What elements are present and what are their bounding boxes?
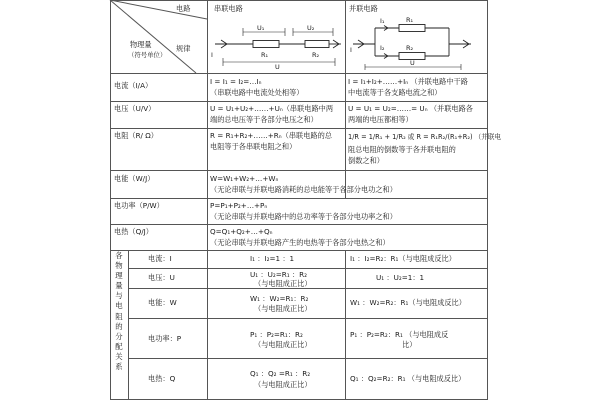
parallel-current-label: I: [350, 46, 352, 54]
series-current-label: I: [211, 51, 213, 59]
row-label-power: 电功率（P/W）: [114, 201, 164, 210]
power-law: P=P₁+P₂+…+Pₙ: [210, 201, 268, 210]
series-voltage-law: U = U₁+U₂+……+Uₙ（串联电路中两: [210, 104, 334, 113]
relation-label-energy: 电能：W: [148, 298, 177, 307]
energy-law: W=W₁+W₂+…+Wₙ: [210, 174, 279, 183]
relation-label-power: 电功率：P: [148, 334, 182, 343]
power-note: （无论串联与并联电路中的总功率等于各部分电功率之和）: [210, 212, 397, 221]
parallel-r1-label: R₁: [406, 16, 414, 24]
series-r1-label: R₁: [261, 51, 269, 59]
relation-series-energy: W₁ ：W₂=R₁：R₂: [250, 294, 309, 303]
row-divider: [110, 250, 488, 251]
column-divider: [128, 250, 129, 400]
row-divider: [110, 170, 488, 171]
column-divider: [207, 198, 208, 250]
relation-series-voltage: U₁ ：U₂=R₁ ：R₂: [250, 270, 308, 279]
series-r2-label: R₂: [312, 51, 320, 59]
relation-label-current: 电流：I: [148, 254, 172, 263]
parallel-i2-label: I₂: [380, 44, 385, 52]
series-column-title: 串联电路: [214, 4, 243, 13]
relation-label-heat: 电热：Q: [148, 374, 176, 383]
parallel-voltage-note: 两端的电压都相等）: [348, 115, 413, 124]
column-divider: [207, 250, 208, 400]
row-divider: [110, 198, 488, 199]
series-u1-label: U₁: [257, 24, 265, 32]
row-label-energy: 电能（W/J）: [114, 174, 155, 183]
circuit-law-table: [110, 0, 502, 400]
relation-parallel-power: P₁ ：P₂=R₂：R₁ （与电阻成反: [350, 330, 449, 339]
parallel-circuit-diagram: [347, 14, 487, 72]
parallel-i1-label: I₁: [380, 17, 385, 25]
relation-parallel-voltage: U₁ ：U₂=1：1: [376, 273, 425, 282]
row-divider: [128, 318, 488, 319]
relation-label-voltage: 电压：U: [148, 273, 175, 282]
relation-parallel-energy: W₁ ：W₂=R₂：R₁（与电阻成反比）: [350, 298, 466, 307]
row-label-resistance: 电阻（R/ Ω）: [114, 131, 158, 140]
energy-note: （无论串联与并联电路消耗的总电能等于各部分电功之和）: [210, 185, 397, 194]
header-quantity-label: 物理量: [130, 40, 152, 49]
row-label-current: 电流（I/A）: [114, 81, 153, 90]
row-divider: [128, 358, 488, 359]
parallel-voltage-label: U: [410, 59, 415, 67]
relation-parallel-power-cont: 比）: [402, 340, 417, 349]
parallel-column-title: 并联电路: [349, 4, 378, 13]
row-divider: [110, 224, 488, 225]
row-label-heat: 电热（Q/J）: [114, 227, 153, 236]
row-divider: [128, 288, 488, 289]
relation-series-voltage-note: （与电阻成正比）: [254, 279, 312, 288]
row-divider: [110, 101, 488, 102]
relation-side-label: 各物理量与电阻的分配关系: [115, 251, 123, 372]
series-u2-label: U₂: [307, 24, 315, 32]
row-divider: [128, 268, 488, 269]
header-law-label: 规律: [176, 44, 191, 53]
relation-series-heat: Q₁ ：Q₂ =R₁ ：R₂: [250, 369, 311, 378]
relation-series-heat-note: （与电阻成正比）: [254, 380, 312, 389]
series-circuit-diagram: [209, 14, 343, 72]
row-label-voltage: 电压（U/V）: [114, 104, 156, 113]
series-current-note: （串联电路中电流处处相等）: [210, 88, 304, 97]
parallel-resistance-formula: 1/R = 1/R₁ + 1/R₂ 或 R = R₁R₂/(R₁+R₂) （并联电: [348, 133, 502, 141]
heat-law: Q=Q₁+Q₂+…+Qₙ: [210, 227, 273, 236]
column-divider: [345, 0, 346, 198]
relation-series-power-note: （与电阻成正比）: [254, 340, 312, 349]
series-resistance-note: 电阻等于各串联电阻之和）: [210, 142, 297, 151]
relation-series-power: P₁ ：P₂=R₁：R₂: [250, 330, 303, 339]
series-current-law: I = I₁ = I₂=…Iₙ: [210, 77, 262, 86]
relation-parallel-current: I₁ ：I₂=R₂：R₁（与电阻成反比）: [350, 254, 456, 263]
parallel-resistance-note-cont: 倒数之和）: [348, 156, 384, 165]
heat-note: （无论串联与并联电路产生的电热等于各部分电热之和）: [210, 238, 390, 247]
series-resistance-law: R = R₁+R₂+……+Rₙ（串联电路的总: [210, 131, 332, 140]
header-unit-note: （符号单位）: [128, 51, 167, 59]
column-divider: [345, 250, 346, 400]
series-voltage-note: 端的总电压等于各部分电压之和）: [210, 115, 318, 124]
parallel-voltage-law: U = U₁ = U₂=……= Uₙ （并联电路各: [348, 104, 473, 113]
relation-series-current: I₁ ：I₂=1 ：1: [250, 254, 295, 263]
header-diagonals: [110, 0, 208, 74]
series-voltage-label: U: [275, 63, 280, 71]
parallel-resistance-note: 阻总电阻的倒数等于各并联电阻的: [348, 145, 456, 154]
parallel-r2-label: R₂: [406, 44, 414, 52]
table-border-right: [487, 0, 488, 400]
relation-parallel-heat: Q₁ ：Q₂=R₂：R₁ （与电阻成反比）: [350, 374, 466, 383]
parallel-current-note: 中电流等于各支路电流之和）: [348, 88, 442, 97]
relation-series-energy-note: （与电阻成正比）: [254, 304, 312, 313]
row-divider: [110, 128, 488, 129]
parallel-current-law: I = I₁+I₂+……+Iₙ （并联电路中干路: [348, 77, 468, 86]
header-circuit-label: 电路: [176, 4, 191, 13]
